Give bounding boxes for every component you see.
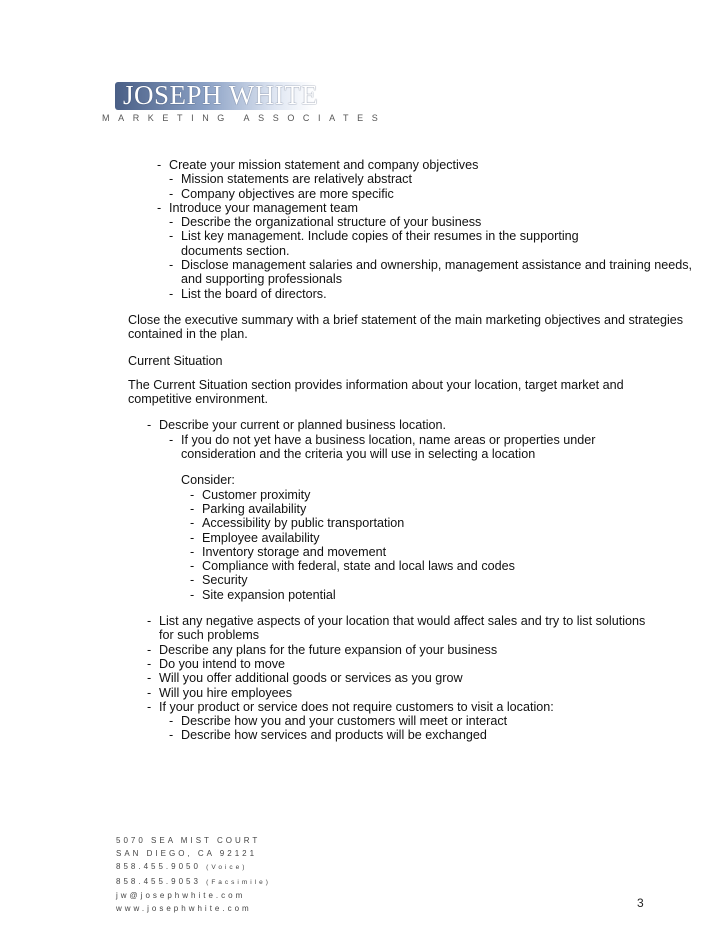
executive-summary-close [128,312,684,342]
consider-item: - Employee availability [190,530,320,545]
address-line-2: SAN DIEGO, CA 92121 [116,849,258,859]
list-item: - Mission statements are relatively abstract [169,172,412,187]
list-item: - Company objectives are more specific [169,186,394,201]
consider-label: Consider: [181,473,235,488]
section-heading: Current Situation [128,353,223,368]
section-paragraph [128,378,658,407]
fax-line: 858.455.9053 (Facsimile) [116,876,271,886]
list-item-continuation: and supporting professionals [181,272,343,287]
logo-name: JOSEPH WHITE [123,80,319,110]
consider-item: - Inventory storage and movement [190,544,387,559]
list-item: - List the board of directors. [169,286,327,301]
document-body [128,158,693,743]
paragraph-line: contained in the plan. [128,327,248,342]
list-item: - Describe any plans for the future expansion of your business [147,642,498,657]
contact-footer [116,834,271,915]
company-logo [95,78,387,128]
list-item: - If you do not yet have a business location, name areas or properties under [169,432,596,447]
list-item: - Describe how you and your customers will meet or interact [169,714,508,729]
website-link[interactable]: www.josephwhite.com [116,904,252,914]
consider-list [128,488,658,602]
list-item-continuation: documents section. [181,243,290,258]
list-item: - Describe the organizational structure of your business [169,215,482,230]
list-item: - Describe your current or planned business location. [147,418,447,433]
paragraph-line: competitive environment. [128,392,268,407]
phone-line: 858.455.9050 (Voice) [116,862,248,872]
paragraph-line: The Current Situation section provides information about your location, target market and [128,377,624,392]
page-number: 3 [637,896,644,910]
location-questions-list [128,614,658,743]
consider-item: - Security [190,573,248,588]
list-item: - Describe how services and products will be exchanged [169,728,487,743]
consider-item: - Site expansion potential [190,587,336,602]
consider-item: - Accessibility by public transportation [190,516,405,531]
logo-tagline: MARKETING ASSOCIATES [102,113,387,123]
list-item: - Will you offer additional goods or services as you grow [147,671,463,686]
list-item: - If your product or service does not require customers to visit a location: [147,699,554,714]
paragraph-line: Close the executive summary with a brief statement of the main marketing objectives and strategies [128,312,684,327]
mission-management-list [128,158,693,301]
list-item: - List key management. Include copies of their resumes in the supporting [169,229,579,244]
list-item-continuation: for such problems [159,628,260,643]
list-item: - Create your mission statement and company objectives [157,158,479,172]
consider-item: - Compliance with federal, state and local laws and codes [190,559,515,574]
email-link[interactable]: jw@josephwhite.com [116,890,246,900]
consider-item: - Customer proximity [190,487,311,502]
list-item: - Disclose management salaries and ownership, management assistance and training needs, [169,258,693,273]
list-item: - List any negative aspects of your location that would affect sales and try to list solutions [147,614,646,629]
list-item: - Introduce your management team [157,200,359,215]
consider-item: - Parking availability [190,501,307,516]
location-list [128,418,658,602]
list-item: - Do you intend to move [147,656,286,671]
address-line-1: 5070 SEA MIST COURT [116,836,261,845]
list-item-continuation: consideration and the criteria you will use in selecting a location [181,447,536,462]
list-item: - Will you hire employees [147,685,292,700]
